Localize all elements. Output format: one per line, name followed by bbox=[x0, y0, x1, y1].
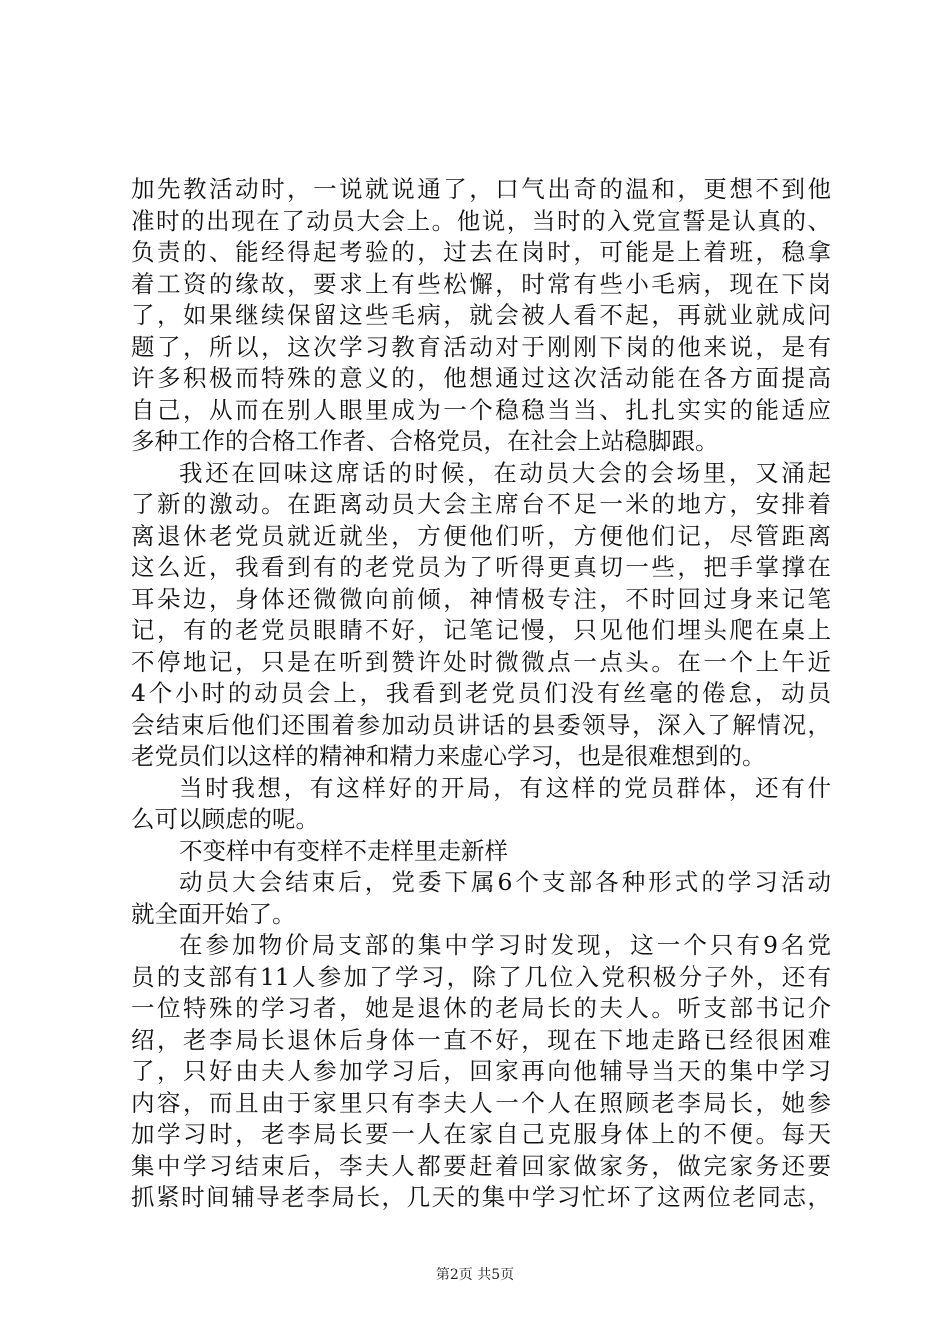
text-line: 加学习时，老李局长要一人在家自己克服身体上的不便。每天 bbox=[131, 1120, 831, 1148]
paragraph bbox=[131, 867, 831, 930]
text-line: 当时我想，有这样好的开局，有这样的党员群体，还有什 bbox=[179, 773, 831, 802]
paragraph bbox=[131, 930, 831, 1214]
text-line: 了新的激动。在距离动员大会主席台不足一米的地方，安排着 bbox=[131, 490, 831, 518]
text-line: 自己，从而在别人眼里成为一个稳稳当当、扎扎实实的能适应 bbox=[131, 395, 831, 424]
text-line: 许多积极而特殊的意义的，他想通过这次活动能在各方面提高 bbox=[131, 364, 831, 392]
text-line: 我还在回味这席话的时候，在动员大会的会场里，又涌起 bbox=[179, 458, 831, 487]
text-line: 准时的出现在了动员大会上。他说，当时的入党宣誓是认真的、 bbox=[131, 206, 831, 235]
text-line: 员的支部有11人参加了学习，除了几位入党积极分子外，还有 bbox=[131, 962, 831, 991]
text-line: 了，如果继续保留这些毛病，就会被人看不起，再就业就成问 bbox=[131, 301, 831, 329]
text-line: 不变样中有变样不走样里走新样 bbox=[179, 836, 508, 865]
text-line: 一位特殊的学习者，她是退休的老局长的夫人。听支部书记介 bbox=[131, 994, 831, 1022]
document-body bbox=[131, 174, 831, 1214]
text-line: 老党员们以这样的精神和精力来虚心学习，也是很难想到的。 bbox=[131, 742, 766, 770]
text-line: 记，有的老党员眼睛不好，记笔记慢，只见他们埋头爬在桌上 bbox=[131, 616, 831, 644]
text-line: 就全面开始了。 bbox=[131, 899, 296, 928]
text-line: 耳朵边，身体还微微向前倾，神情极专注，不时回过身来记笔 bbox=[131, 584, 831, 613]
text-line: 多种工作的合格工作者、合格党员，在社会上站稳脚跟。 bbox=[131, 427, 719, 455]
paragraph bbox=[131, 836, 831, 868]
text-line: 动员大会结束后，党委下属6个支部各种形式的学习活动 bbox=[179, 868, 831, 896]
paragraph bbox=[131, 773, 831, 836]
text-line: 内容，而且由于家里只有李夫人一个人在照顾老李局长，她参 bbox=[131, 1088, 831, 1117]
paragraph bbox=[131, 174, 831, 458]
page-footer: 第2页 共5页 bbox=[435, 1267, 515, 1283]
text-line: 负责的、能经得起考验的，过去在岗时，可能是上着班，稳拿 bbox=[131, 238, 831, 266]
text-line: 这么近，我看到有的老党员为了听得更真切一些，把手掌撑在 bbox=[131, 553, 831, 581]
text-line: 题了，所以，这次学习教育活动对于刚刚下岗的他来说，是有 bbox=[131, 332, 831, 361]
text-line: 不停地记，只是在听到赞许处时微微点一点头。在一个上午近 bbox=[131, 647, 831, 676]
text-line: 在参加物价局支部的集中学习时发现，这一个只有9名党 bbox=[179, 931, 831, 959]
text-line: 集中学习结束后，李夫人都要赶着回家做家务，做完家务还要 bbox=[131, 1151, 831, 1180]
text-line: 着工资的缘故，要求上有些松懈，时常有些小毛病，现在下岗 bbox=[131, 269, 831, 298]
text-line: 了，只好由夫人参加学习后，回家再向他辅导当天的集中学习 bbox=[131, 1057, 831, 1085]
text-line: 加先教活动时，一说就说通了，口气出奇的温和，更想不到他 bbox=[131, 175, 831, 203]
text-line: 绍，老李局长退休后身体一直不好，现在下地走路已经很困难 bbox=[131, 1025, 831, 1054]
text-line: 离退休老党员就近就坐，方便他们听，方便他们记，尽管距离 bbox=[131, 521, 831, 550]
paragraph bbox=[131, 458, 831, 773]
text-line: 会结束后他们还围着参加动员讲话的县委领导，深入了解情况， bbox=[131, 710, 831, 739]
text-line: 4个小时的动员会上，我看到老党员们没有丝毫的倦怠，动员 bbox=[131, 679, 831, 707]
text-line: 抓紧时间辅导老李局长，几天的集中学习忙坏了这两位老同志， bbox=[131, 1183, 831, 1211]
text-line: 么可以顾虑的呢。 bbox=[131, 805, 319, 833]
